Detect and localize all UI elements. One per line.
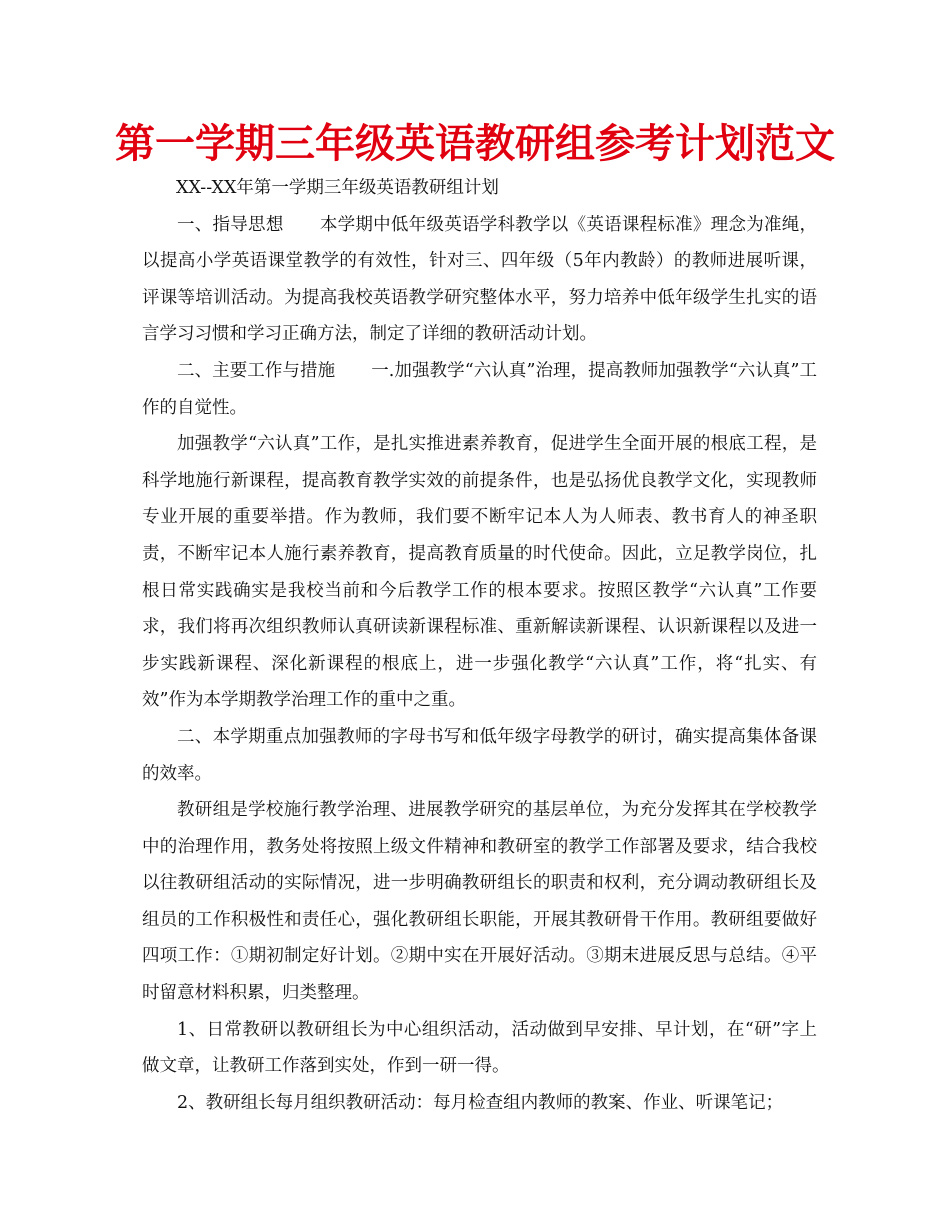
paragraph-monthly-check: 2、教研组长每月组织教研活动：每月检查组内教师的教案、作业、听课笔记； bbox=[177, 1092, 784, 1113]
paragraph-teaching-group: 教研组是学校施行教学治理、进展教学研究的基层单位，为充分发挥其在学校教学中的治理作用，教务处将按照上级文件精神和教研室的教学工作部署及要求，结合我校以往教研组活动的实际情况，进一步明确教研组长的职责和权利，充分调动教研组长及组员的工作积极性和责任心，强化教研组长职能，开展其教研骨干作用。教研组要做好四项工作：①期初制定好计划。②期中实在开展好活动。③期末进展反思与总结。④平时留意材料积累，归类整理。 bbox=[142, 800, 817, 1004]
section-heading: 二、主要工作与措施 bbox=[177, 360, 336, 381]
paragraph-six-serious: 加强教学“六认真”工作，是扎实推进素养教育，促进学生全面开展的根底工程，是科学地施行新课程，提高教育教学实效的前提条件，也是弘扬优良教学文化，实现教师专业开展的重要举措。作为教师，我们要不断牢记本人为人师表、教书育人的神圣职责，不断牢记本人施行素养教育，提高教育质量的时代使命。因此，立足教学岗位，扎根日常实践确实是我校当前和今后教学工作的根本要求。按照区教学“六认真”工作要求，我们将再次组织教师认真研读新课程标准、重新解读新课程、认识新课程以及进一步实践新课程、深化新课程的根底上，进一步强化教学“六认真”工作，将“扎实、有效”作为本学期教学治理工作的重中之重。 bbox=[142, 434, 817, 711]
document-title: 第一学期三年级英语教研组参考计划范文 bbox=[115, 121, 835, 167]
section-text: 一.加强教学“六认真”治理，提高教师加强教学“六认真”工作的自觉性。 bbox=[142, 360, 818, 418]
section-heading: 一、指导思想 bbox=[177, 214, 284, 235]
section-guiding-ideology bbox=[142, 207, 817, 353]
paragraph-letter-teaching: 二、本学期重点加强教师的字母书写和低年级字母教学的研讨，确实提高集体备课的效率。 bbox=[142, 726, 817, 784]
section-main-work bbox=[142, 353, 817, 426]
document-subtitle: XX--XX年第一学期三年级英语教研组计划 bbox=[176, 178, 499, 198]
paragraph-daily-research: 1、日常教研以教研组长为中心组织活动，活动做到早安排、早计划，在“研”字上做文章，让教研工作落到实处，作到一研一得。 bbox=[142, 1019, 817, 1077]
section-text: 本学期中低年级英语学科教学以《英语课程标准》理念为准绳，以提高小学英语课堂教学的有效性，针对三、四年级（5年内教龄）的教师进展听课，评课等培训活动。为提高我校英语教学研究整体水平，努力培养中低年级学生扎实的语言学习习惯和学习正确方法，制定了详细的教研活动计划。 bbox=[142, 214, 818, 345]
document-body bbox=[142, 170, 817, 1121]
